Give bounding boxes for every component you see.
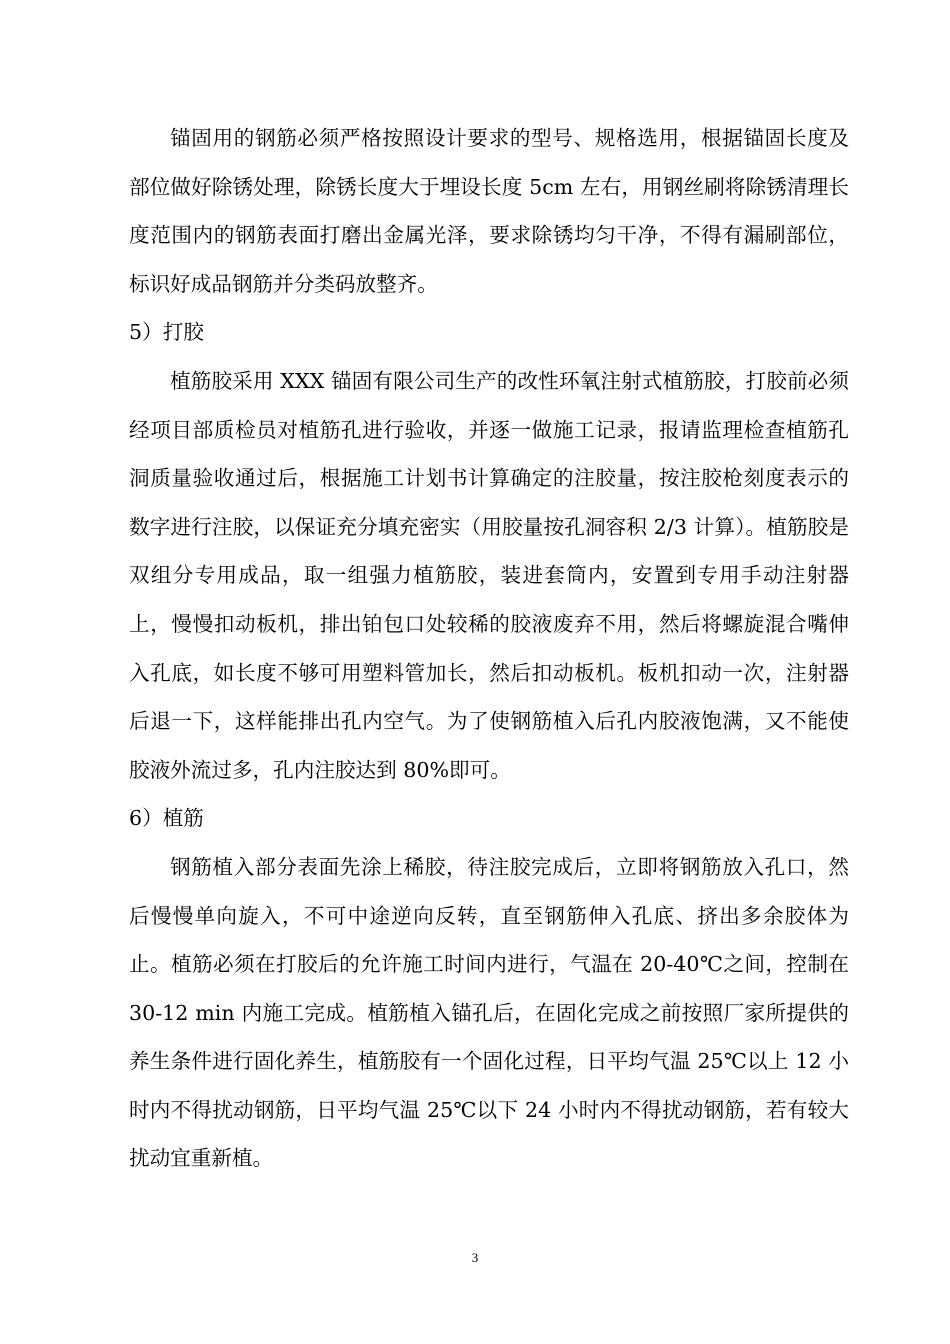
paragraph-glue-injection: 植筋胶采用 XXX 锚固有限公司生产的改性环氧注射式植筋胶，打胶前必须经项目部质检员对植筋孔进行验收，并逐一做施工记录，报请监理检查植筋孔洞质量验收通过后，根据施工计划书计算确定的注胶量，按注胶枪刻度表示的数字进行注胶，以保证充分填充密实（用胶量按孔洞容积 2/3 计算）。植筋胶是双组分专用成品，取一组强力植筋胶，装进套筒内，安置到专用手动注射器上，慢慢扣动板机，排出铂包口处较稀的胶液废弃不用，然后将螺旋混合嘴伸入孔底，如长度不够可用塑料管加长，然后扣动板机。板机扣动一次，注射器后退一下，这样能排出孔内空气。为了使钢筋植入后孔内胶液饱满，又不能使胶液外流过多，孔内注胶达到 80%即可。 (129, 368, 849, 782)
section-heading-glue-injection: 5）打胶 (129, 320, 204, 345)
page-number: 3 (471, 1250, 479, 1265)
paragraph-rebar-rust-removal: 锚固用的钢筋必须严格按照设计要求的型号、规格选用，根据锚固长度及部位做好除锈处理，除锈长度大于埋设长度 5cm 左右，用钢丝刷将除锈清理长度范围内的钢筋表面打磨出金属光泽，要求除锈均匀干净，不得有漏刷部位，标识好成品钢筋并分类码放整齐。 (129, 126, 849, 296)
section-heading-rebar-planting: 6）植筋 (129, 806, 204, 831)
paragraph-rebar-planting: 钢筋植入部分表面先涂上稀胶，待注胶完成后，立即将钢筋放入孔口，然后慢慢单向旋入，不可中途逆向反转，直至钢筋伸入孔底、挤出多余胶体为止。植筋必须在打胶后的允许施工时间内进行，气温在 20-40℃之间，控制在 30-12 min 内施工完成。植筋植入锚孔后，在固化完成之前按照厂家所提供的养生条件进行固化养生，植筋胶有一个固化过程，日平均气温 25℃以上 12 小时内不得扰动钢筋，日平均气温 25℃以下 24 小时内不得扰动钢筋，若有较大扰动宜重新植。 (129, 854, 849, 1171)
document-body (129, 114, 849, 1183)
